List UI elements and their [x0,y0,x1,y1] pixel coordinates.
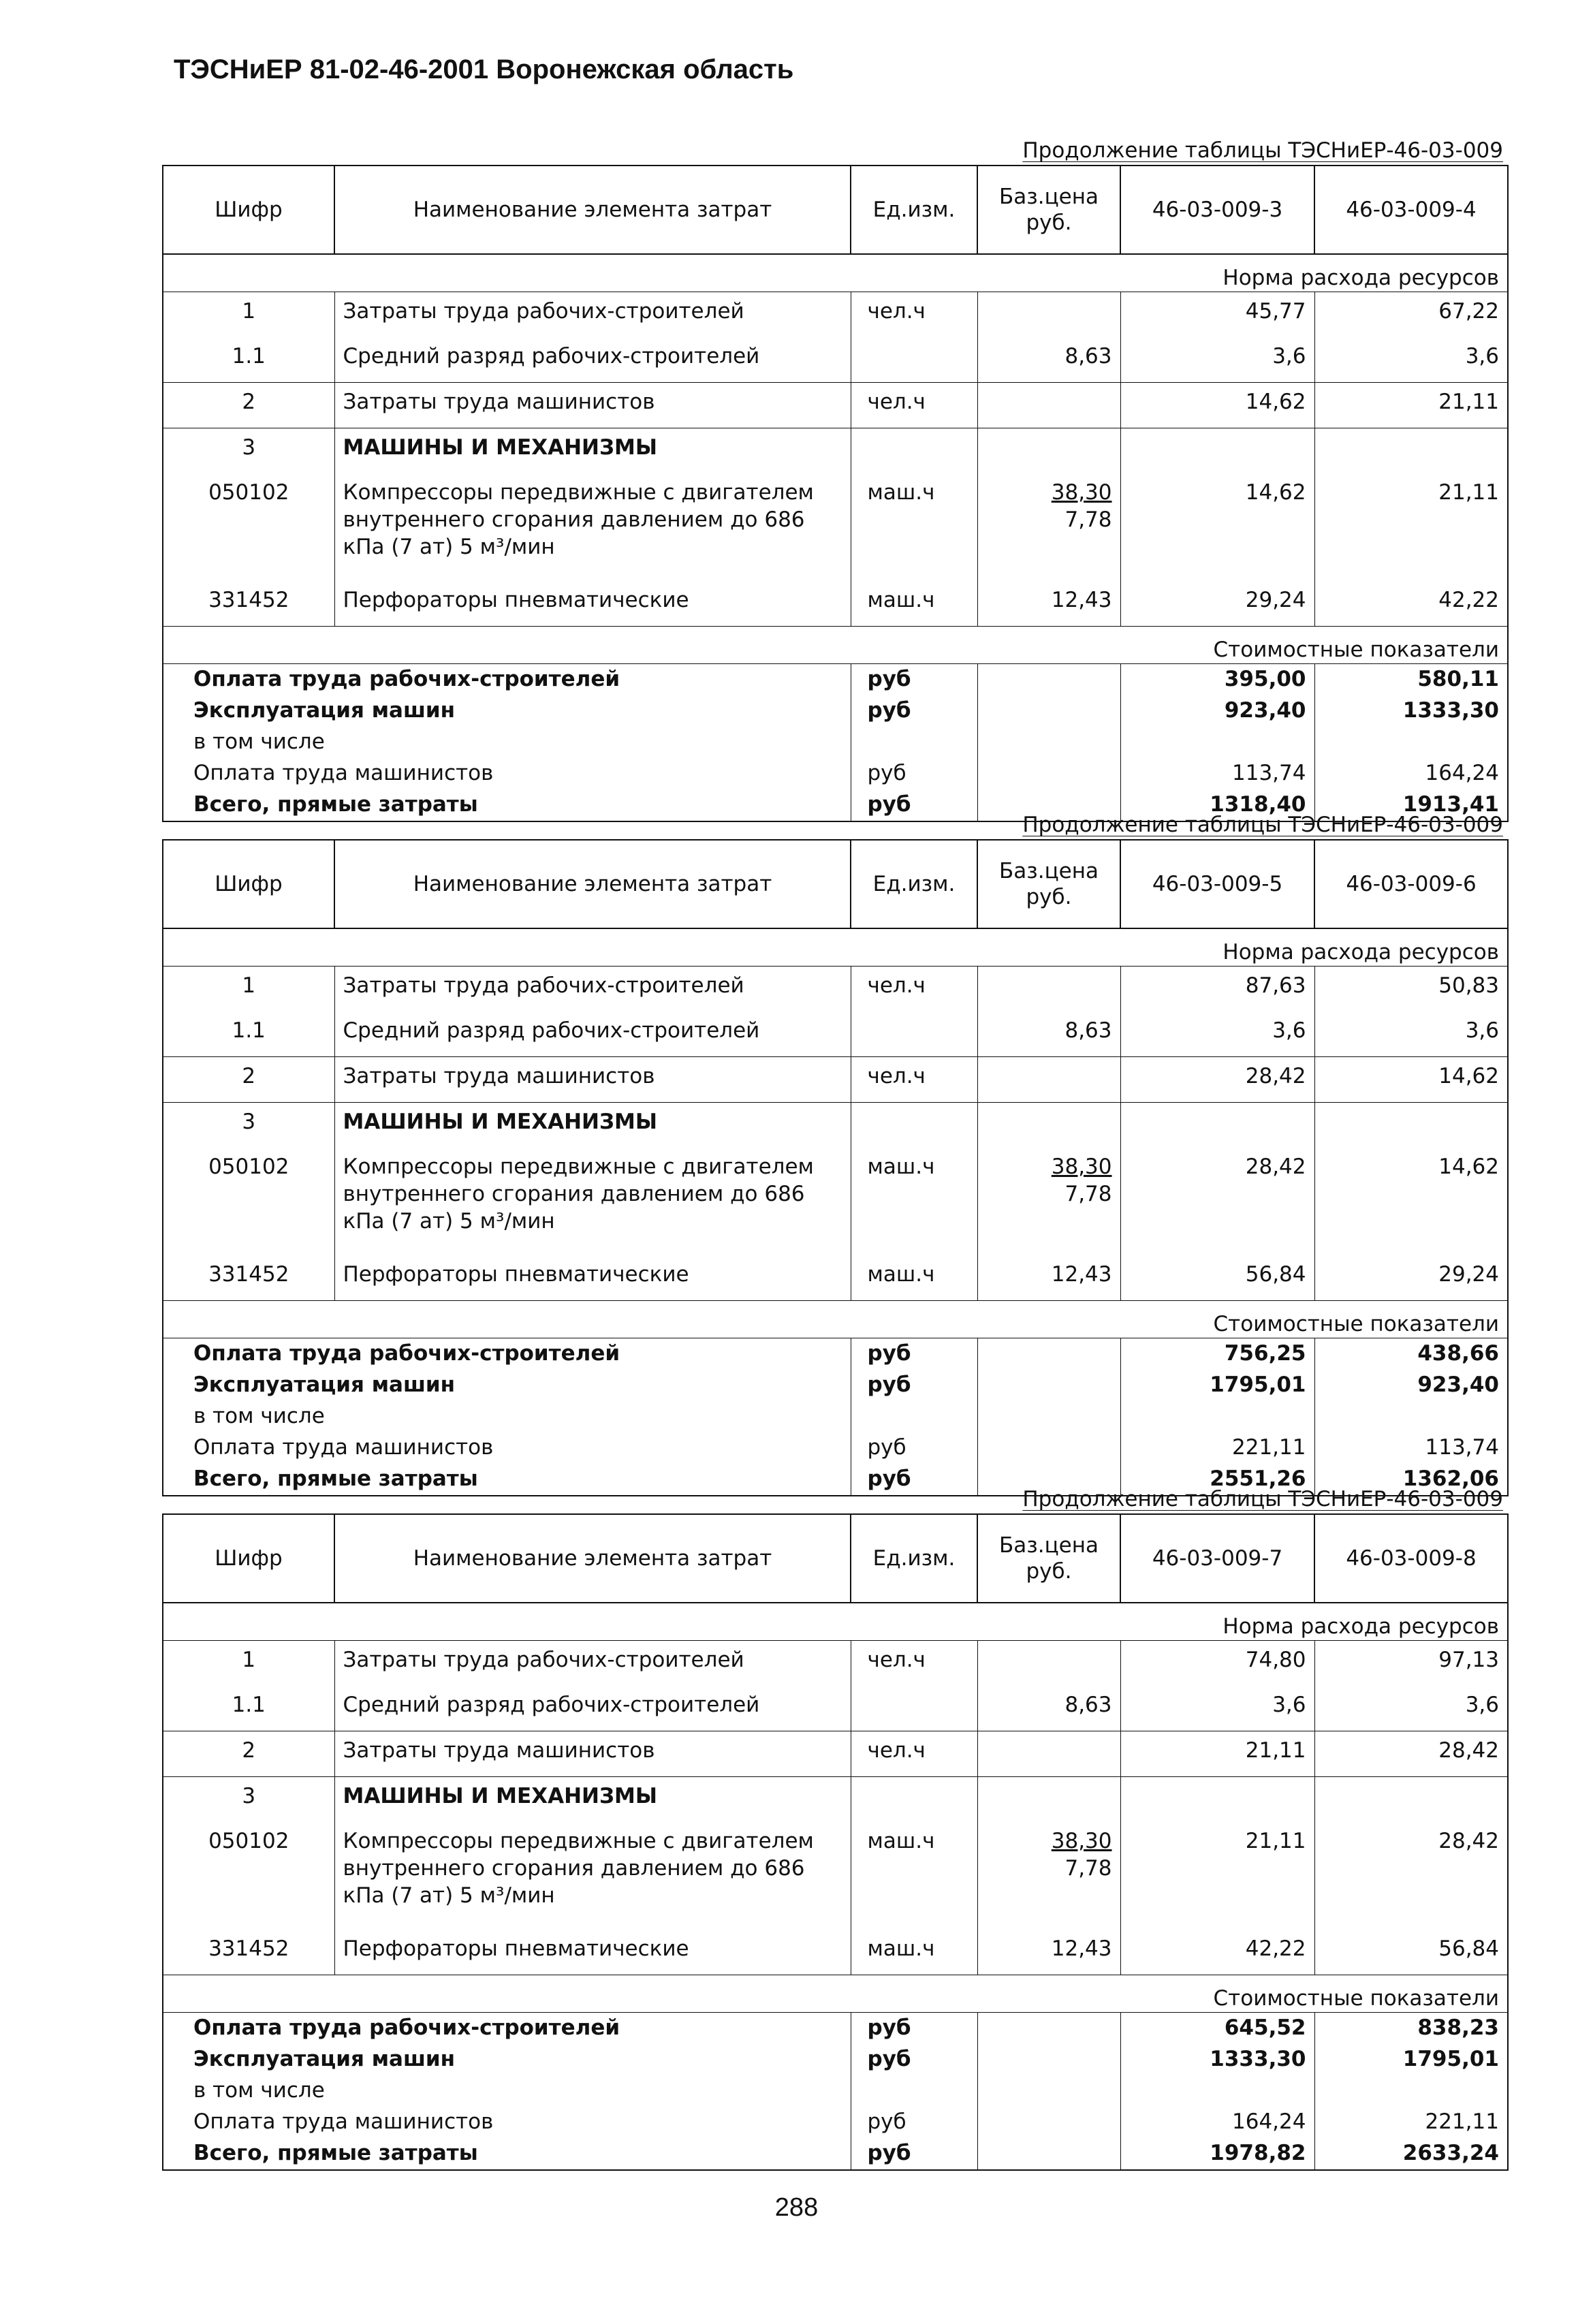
summary-price [977,664,1120,696]
row-name: МАШИНЫ И МЕХАНИЗМЫ [334,1777,851,1823]
row-value-2: 97,13 [1314,1641,1508,1686]
row-value-1: 21,11 [1120,1731,1314,1777]
table-row [163,967,1508,1012]
summary-unit [851,2075,977,2107]
summary-row [163,2013,1508,2045]
summary-row [163,758,1508,789]
summary-unit: руб [851,2138,977,2170]
header-unit: Ед.изм. [851,840,977,928]
summary-row [163,2138,1508,2170]
summary-price [977,2138,1120,2170]
table-row [163,581,1508,627]
summary-unit: руб [851,1464,977,1496]
summary-unit [851,727,977,758]
row-price [977,473,1120,581]
row-code: 050102 [208,1829,289,1853]
table-row [163,292,1508,338]
table-caption: Продолжение таблицы ТЭСНиЕР-46-03-009 [1022,813,1503,837]
header-code: Шифр [163,840,334,928]
row-code: 2 [163,383,334,428]
row-price [977,383,1120,428]
table-caption: Продолжение таблицы ТЭСНиЕР-46-03-009 [1022,1487,1503,1511]
row-value-2: 14,62 [1314,1148,1508,1255]
header-col2: 46-03-009-8 [1314,1514,1508,1603]
row-price [977,1686,1120,1731]
table-row [163,1011,1508,1057]
summary-name: Оплата труда машинистов [193,761,494,785]
row-code: 331452 [208,1936,289,1961]
summary-price [977,2013,1120,2045]
header-col1: 46-03-009-7 [1120,1514,1314,1603]
row-value-2: 56,84 [1314,1930,1508,1975]
cost-label: Стоимостные показатели [163,1975,1508,2013]
row-name: МАШИНЫ И МЕХАНИЗМЫ [334,1103,851,1148]
summary-value-1: 395,00 [1120,664,1314,696]
summary-value-2: 1362,06 [1314,1464,1508,1496]
summary-value-1: 1978,82 [1120,2138,1314,2170]
summary-name: Оплата труда рабочих-строителей [163,1338,851,1370]
row-price-value: 8,63 [1064,1693,1112,1717]
row-value-1: 42,22 [1120,1930,1314,1975]
row-code: 1.1 [232,1018,266,1043]
summary-value-2: 438,66 [1314,1338,1508,1370]
summary-value-2: 1913,41 [1314,789,1508,821]
row-name: Перфораторы пневматические [334,1255,851,1301]
row-code: 3 [163,1103,334,1148]
row-price-value: 8,63 [1064,1018,1112,1043]
summary-unit: руб [851,2044,977,2075]
row-value-1 [1120,428,1314,474]
section-row-cost [163,1975,1508,2013]
row-value-1: 56,84 [1120,1255,1314,1301]
row-name: Компрессоры передвижные с двигателем внутреннего сгорания давлением до 686 кПа (7 ат) 5 м³/мин [334,473,851,581]
table-row [163,1777,1508,1823]
header-price: Баз.цена руб. [977,1514,1120,1603]
section-row-norm [163,1603,1508,1641]
header-price: Баз.цена руб. [977,166,1120,254]
row-price-value: 12,43 [1051,588,1112,612]
row-price-value: 12,43 [1051,1936,1112,1961]
summary-row [163,727,1508,758]
row-price-value: 38,30 [1051,1829,1112,1853]
norm-label: Норма расхода ресурсов [1223,940,1499,964]
summary-value-2: 838,23 [1314,2013,1508,2045]
row-value-2: 14,62 [1314,1057,1508,1103]
table-row [163,337,1508,383]
row-value-2: 3,6 [1314,1011,1508,1057]
summary-name: Оплата труда машинистов [193,2109,494,2134]
row-unit [851,1686,977,1731]
page-title: ТЭСНиЕР 81-02-46-2001 Воронежская область [174,54,794,84]
summary-price [977,1338,1120,1370]
cost-label: Стоимостные показатели [163,627,1508,664]
norm-label: Норма расхода ресурсов [1223,1614,1499,1639]
summary-unit: руб [851,789,977,821]
table-row [163,428,1508,474]
table-row [163,1930,1508,1975]
summary-row [163,664,1508,696]
table-row [163,1822,1508,1930]
header-col2: 46-03-009-4 [1314,166,1508,254]
header-name: Наименование элемента затрат [334,1514,851,1603]
row-unit [851,1103,977,1148]
summary-value-2 [1314,2075,1508,2107]
resource-table-block [162,1485,1507,2171]
resource-table-block [162,136,1507,822]
row-value-1: 3,6 [1120,1686,1314,1731]
row-value-2: 21,11 [1314,473,1508,581]
resource-table [162,165,1509,822]
row-value-1: 14,62 [1120,473,1314,581]
row-unit: чел.ч [851,383,977,428]
row-unit: чел.ч [851,967,977,1012]
row-value-1: 3,6 [1120,337,1314,383]
row-value-2: 42,22 [1314,581,1508,627]
summary-value-2: 1795,01 [1314,2044,1508,2075]
summary-value-1: 923,40 [1120,695,1314,727]
resource-table-block [162,811,1507,1496]
row-value-2: 50,83 [1314,967,1508,1012]
header-col2: 46-03-009-6 [1314,840,1508,928]
summary-row [163,1338,1508,1370]
summary-name: Оплата труда рабочих-строителей [163,664,851,696]
summary-unit: руб [851,664,977,696]
row-value-1: 28,42 [1120,1057,1314,1103]
section-row-norm [163,254,1508,292]
header-code: Шифр [163,166,334,254]
summary-price [977,2107,1120,2138]
summary-price [977,1370,1120,1401]
summary-value-1: 113,74 [1120,758,1314,789]
row-name: Затраты труда машинистов [334,1731,851,1777]
summary-unit: руб [851,758,977,789]
summary-value-1 [1120,727,1314,758]
row-value-1: 29,24 [1120,581,1314,627]
summary-unit: руб [851,695,977,727]
row-code: 2 [163,1731,334,1777]
row-value-1: 45,77 [1120,292,1314,338]
summary-value-2: 2633,24 [1314,2138,1508,2170]
summary-price [977,2044,1120,2075]
table-row [163,1103,1508,1148]
row-name: Затраты труда рабочих-строителей [334,967,851,1012]
row-price [977,292,1120,338]
summary-name: Оплата труда рабочих-строителей [163,2013,851,2045]
cost-label: Стоимостные показатели [163,1301,1508,1338]
summary-price [977,695,1120,727]
table-row [163,1641,1508,1686]
summary-value-2 [1314,1401,1508,1432]
row-name: Перфораторы пневматические [334,1930,851,1975]
summary-unit: руб [851,2107,977,2138]
row-price [977,337,1120,383]
row-unit: маш.ч [851,473,977,581]
row-value-1: 74,80 [1120,1641,1314,1686]
table-row [163,1731,1508,1777]
row-code: 331452 [208,588,289,612]
page-number: 288 [774,2193,819,2222]
row-code: 2 [163,1057,334,1103]
row-value-2: 28,42 [1314,1731,1508,1777]
summary-value-1 [1120,2075,1314,2107]
row-code: 331452 [208,1262,289,1287]
summary-unit: руб [851,2013,977,2045]
row-unit: маш.ч [851,581,977,627]
table-row [163,1255,1508,1301]
section-row-cost [163,627,1508,664]
row-unit: чел.ч [851,1731,977,1777]
row-name: Затраты труда машинистов [334,1057,851,1103]
row-value-2: 21,11 [1314,383,1508,428]
summary-value-1: 2551,26 [1120,1464,1314,1496]
summary-row [163,695,1508,727]
row-unit [851,337,977,383]
row-value-2: 3,6 [1314,1686,1508,1731]
row-code: 1 [163,292,334,338]
summary-unit [851,1401,977,1432]
header-col1: 46-03-009-5 [1120,840,1314,928]
row-price [977,428,1120,474]
row-unit: чел.ч [851,1641,977,1686]
header-name: Наименование элемента затрат [334,166,851,254]
row-price [977,1011,1120,1057]
row-value-2: 67,22 [1314,292,1508,338]
row-unit: чел.ч [851,292,977,338]
summary-price [977,727,1120,758]
row-name: Компрессоры передвижные с двигателем внутреннего сгорания давлением до 686 кПа (7 ат) 5 м³/мин [334,1822,851,1930]
row-name: Затраты труда рабочих-строителей [334,292,851,338]
summary-value-2: 164,24 [1314,758,1508,789]
row-price [977,581,1120,627]
header-name: Наименование элемента затрат [334,840,851,928]
summary-name: Эксплуатация машин [193,698,456,723]
row-price-value: 8,63 [1064,344,1112,368]
summary-value-2: 923,40 [1314,1370,1508,1401]
row-value-1: 3,6 [1120,1011,1314,1057]
row-price [977,1057,1120,1103]
row-code: 1.1 [232,1693,266,1717]
row-value-1: 14,62 [1120,383,1314,428]
table-row [163,1148,1508,1255]
summary-price [977,758,1120,789]
row-price-secondary: 7,78 [1064,507,1112,532]
summary-value-2: 221,11 [1314,2107,1508,2138]
row-price [977,1930,1120,1975]
summary-value-1: 1795,01 [1120,1370,1314,1401]
row-price-secondary: 7,78 [1064,1856,1112,1881]
table-row [163,473,1508,581]
row-name: Затраты труда машинистов [334,383,851,428]
row-unit [851,1777,977,1823]
row-value-2: 29,24 [1314,1255,1508,1301]
row-price-value: 38,30 [1051,480,1112,505]
summary-row [163,1401,1508,1432]
summary-value-2: 580,11 [1314,664,1508,696]
header-unit: Ед.изм. [851,166,977,254]
row-price-value: 38,30 [1051,1155,1112,1179]
row-code: 1 [163,1641,334,1686]
row-value-2 [1314,1777,1508,1823]
summary-row [163,1432,1508,1464]
row-code: 1 [163,967,334,1012]
section-row-norm [163,928,1508,967]
row-price-secondary: 7,78 [1064,1182,1112,1206]
row-name: МАШИНЫ И МЕХАНИЗМЫ [334,428,851,474]
row-code: 3 [163,1777,334,1823]
row-value-2: 3,6 [1314,337,1508,383]
row-unit [851,428,977,474]
summary-row [163,2044,1508,2075]
summary-value-1: 1333,30 [1120,2044,1314,2075]
row-price [977,1731,1120,1777]
summary-price [977,1401,1120,1432]
row-value-1: 28,42 [1120,1148,1314,1255]
row-unit: маш.ч [851,1822,977,1930]
header-col1: 46-03-009-3 [1120,166,1314,254]
header-price: Баз.цена руб. [977,840,1120,928]
row-code: 1.1 [232,344,266,368]
resource-table [162,839,1509,1496]
row-value-1 [1120,1777,1314,1823]
summary-value-1: 164,24 [1120,2107,1314,2138]
summary-unit: руб [851,1370,977,1401]
row-unit: маш.ч [851,1930,977,1975]
row-name: Перфораторы пневматические [334,581,851,627]
summary-name: Эксплуатация машин [193,2047,456,2071]
summary-unit: руб [851,1432,977,1464]
row-price [977,1777,1120,1823]
row-name: Компрессоры передвижные с двигателем внутреннего сгорания давлением до 686 кПа (7 ат) 5 м³/мин [334,1148,851,1255]
row-value-1 [1120,1103,1314,1148]
row-value-2 [1314,428,1508,474]
row-name: Средний разряд рабочих-строителей [334,1011,851,1057]
row-value-2: 28,42 [1314,1822,1508,1930]
row-code: 050102 [208,1155,289,1179]
table-row [163,1686,1508,1731]
row-unit: маш.ч [851,1148,977,1255]
summary-price [977,1432,1120,1464]
norm-label: Норма расхода ресурсов [1223,266,1499,290]
row-unit: чел.ч [851,1057,977,1103]
row-unit [851,1011,977,1057]
row-price [977,1641,1120,1686]
row-price [977,1822,1120,1930]
table-row [163,383,1508,428]
row-code: 050102 [208,480,289,505]
summary-name: в том числе [193,729,325,754]
row-name: Средний разряд рабочих-строителей [334,1686,851,1731]
summary-name: Всего, прямые затраты [193,792,478,817]
table-row [163,1057,1508,1103]
table-header-row [163,166,1508,254]
row-value-1: 21,11 [1120,1822,1314,1930]
summary-name: в том числе [193,2078,325,2103]
summary-value-1 [1120,1401,1314,1432]
summary-price [977,2075,1120,2107]
summary-value-2: 1333,30 [1314,695,1508,727]
row-name: Затраты труда рабочих-строителей [334,1641,851,1686]
row-name: Средний разряд рабочих-строителей [334,337,851,383]
summary-value-2 [1314,727,1508,758]
summary-row [163,2107,1508,2138]
row-value-2 [1314,1103,1508,1148]
row-price-value: 12,43 [1051,1262,1112,1287]
row-price [977,967,1120,1012]
summary-name: в том числе [193,1404,325,1428]
table-caption: Продолжение таблицы ТЭСНиЕР-46-03-009 [1022,138,1503,163]
summary-unit: руб [851,1338,977,1370]
summary-value-2: 113,74 [1314,1432,1508,1464]
table-header-row [163,1514,1508,1603]
summary-value-1: 221,11 [1120,1432,1314,1464]
summary-name: Эксплуатация машин [193,1372,456,1397]
summary-name: Всего, прямые затраты [193,1466,478,1491]
summary-value-1: 1318,40 [1120,789,1314,821]
summary-row [163,1370,1508,1401]
summary-row [163,2075,1508,2107]
summary-value-1: 756,25 [1120,1338,1314,1370]
summary-name: Всего, прямые затраты [193,2141,478,2165]
row-price [977,1148,1120,1255]
header-code: Шифр [163,1514,334,1603]
section-row-cost [163,1301,1508,1338]
table-header-row [163,840,1508,928]
resource-table [162,1513,1509,2171]
row-price [977,1103,1120,1148]
row-value-1: 87,63 [1120,967,1314,1012]
header-unit: Ед.изм. [851,1514,977,1603]
summary-name: Оплата труда машинистов [193,1435,494,1460]
row-unit: маш.ч [851,1255,977,1301]
row-price [977,1255,1120,1301]
summary-value-1: 645,52 [1120,2013,1314,2045]
row-code: 3 [163,428,334,474]
